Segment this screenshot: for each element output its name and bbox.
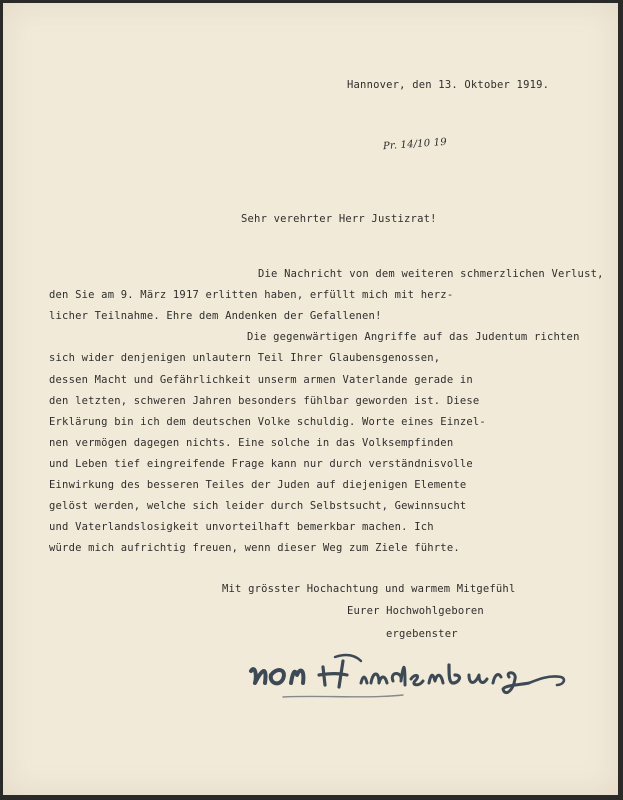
body-line: nen vermögen dagegen nichts. Eine solche in das Volksempfinden (49, 436, 454, 449)
closing-line: ergebenster (386, 628, 458, 640)
body-line: Erklärung bin ich dem deutschen Volke schuldig. Worte eines Einzel- (49, 415, 486, 428)
body-line: Die Nachricht von dem weiteren schmerzlichen Verlust, (258, 268, 604, 280)
body-line: würde mich aufrichtig freuen, wenn dieser Weg zum Ziele führte. (49, 542, 460, 555)
body-line: gelöst werden, welche sich leider durch Selbstsucht, Gewinnsucht (49, 500, 467, 513)
closing-line: Eurer Hochwohlgeboren (347, 605, 484, 617)
body-line: den Sie am 9. März 1917 erlitten haben, erfüllt mich mit herz- (49, 289, 454, 302)
letter-page (3, 3, 618, 795)
closing-line: Mit grösster Hochachtung und warmem Mitgefühl (222, 583, 516, 595)
salutation: Sehr verehrter Herr Justizrat! (241, 213, 437, 225)
body-line: und Vaterlandslosigkeit unvorteilhaft bemerkbar machen. Ich (49, 521, 434, 534)
handwritten-reference-note: Pr. 14/10 19 (382, 136, 448, 153)
body-line: den letzten, schweren Jahren besonders fühlbar geworden ist. Diese (49, 394, 480, 407)
body-line: sich wider denjenigen unlautern Teil Ihrer Glaubensgenossen, (49, 352, 441, 365)
letter-date: Hannover, den 13. Oktober 1919. (347, 79, 550, 91)
body-line: licher Teilnahme. Ehre dem Andenken der Gefallenen! (49, 310, 382, 323)
body-line: dessen Macht und Gefährlichkeit unserm armen Vaterlande gerade in (49, 373, 473, 386)
body-line: und Leben tief eingreifende Frage kann nur durch verständnisvolle (49, 457, 473, 470)
body-line: Die gegenwärtigen Angriffe auf das Judentum richten (247, 331, 580, 344)
signature (243, 645, 603, 715)
body-line: Einwirkung des besseren Teiles der Juden auf diejenigen Elemente (49, 479, 467, 491)
